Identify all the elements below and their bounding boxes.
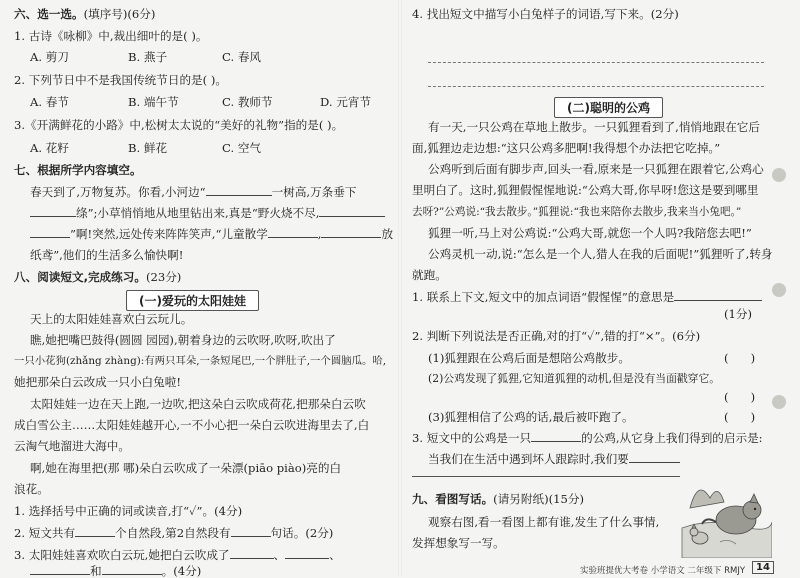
story-1-paragraph-3: 成白雪公主……太阳娃娃越开心,一不小心把一朵白云吹进海里去了,白 [14,418,370,432]
answer-blank[interactable] [30,227,70,238]
judge-answer-box[interactable]: ( ) [724,351,756,365]
writing-prompt: 观察右图,看一看图上都有谁,发生了什么事情, [428,515,660,529]
answer-blank[interactable] [206,185,272,196]
story-2-line: 面,狐狸边走边想:“这只公鸡多肥啊!我得想个办法把它吃掉。” [412,141,721,155]
story-1-paragraph-3: 云淘气地溜进大海中。 [14,439,130,453]
story-2-exercise-3: 3. 短文中的公鸡是一只 的公鸡,从它身上我们得到的启示是: [412,431,763,445]
story-1-paragraph-3: 太阳娃娃一边在天上跑,一边吹,把这朵白云吹成荷花,把那朵白云吹 [30,397,366,411]
left-column [0,0,396,577]
q1-option-c: C. 春风 [222,50,262,64]
answer-line[interactable] [428,62,764,63]
story-1-paragraph-4: 浪花。 [14,482,49,496]
fill-line-1: 春天到了,万物复苏。你看,小河边“ 一树高,万条垂下 [30,185,357,199]
page-fold [398,0,402,577]
margin-marker [772,395,786,409]
story-1-paragraph-2: 一只小花狗(zhǎng zhàng):有两只耳朵,一条短尾巴,一个胖肚子,一个圆脑瓜。哈, [14,355,387,367]
story-2-title: (二)聪明的公鸡 [554,97,663,118]
q2-option-a: A. 春节 [30,95,69,109]
answer-blank[interactable] [30,206,76,217]
story-1-paragraph-4: 啊,她在海里把(那 哪)朵白云吹成了一朵漂(piāo piào)亮的白 [30,461,342,475]
judge-statement-2: (2)公鸡发现了狐狸,它知道狐狸的动机,但是没有当面戳穿它。 [428,372,721,385]
answer-blank[interactable] [319,206,385,217]
exercise-3-cont: 和 。(4分) [30,564,201,578]
q3-option-b: B. 鲜花 [128,141,168,155]
q1-option-b: B. 燕子 [128,50,168,64]
answer-blank[interactable] [674,290,762,301]
story-2-exercise-3-cont: 当我们在生活中遇到坏人跟踪时,我们要 [428,452,729,466]
section-7-heading: 七、根据所学内容填空。 [14,163,142,177]
story-2-exercise-2: 2. 判断下列说法是否正确,对的打“✓”,错的打“×”。(6分) [412,329,701,343]
story-2-exercise-1: 1. 联系上下文,短文中的加点词语“假惺惺”的意思是 [412,290,762,304]
exercise-2: 2. 短文共有 个自然段,第2自然段有 句话。(2分) [14,526,334,540]
section-6-heading: 六、选一选。(填序号)(6分) [14,7,156,21]
exercise-1: 1. 选择括号中正确的词或读音,打“✓”。(4分) [14,504,243,518]
answer-blank[interactable] [321,227,381,238]
answer-blank[interactable] [285,548,329,559]
section-9-heading: 九、看图写话。(请另附纸)(15分) [412,492,584,506]
judge-answer-box[interactable]: ( ) [724,410,756,424]
fill-line-2: 绦”;小草悄悄地从地里钻出来,真是“野火烧不尽, [30,206,385,220]
q2-option-d: D. 元宵节 [320,95,372,109]
answer-blank[interactable] [531,431,581,442]
question-4: 4. 找出短文中描写小白兔样子的词语,写下来。(2分) [412,7,679,21]
story-2-line: 去呀?”公鸡说:“我去散步。”狐狸说:“我也来陪你去散步,我来当小兔吧。” [412,206,742,218]
q3-option-a: A. 花籽 [30,141,69,155]
story-2-line: 狐狸一听,马上对公鸡说:“公鸡大哥,就您一个人吗?我陪您去吧!” [428,226,752,240]
judge-statement-3: (3)狐狸相信了公鸡的话,最后被吓跑了。 [428,410,634,424]
fox-rooster-illustration [680,458,772,558]
answer-blank[interactable] [230,548,274,559]
exercise-3: 3. 太阳娃娃喜欢吹白云玩,她把白云吹成了 、 、 [14,548,341,562]
fill-line-3: ”啊!突然,远处传来阵阵笑声,“儿童散学 , 放 [30,227,393,241]
story-2-line: 有一天,一只公鸡在草地上散步。一只狐狸看到了,悄悄地跟在它后 [428,120,760,134]
q3-option-c: C. 空气 [222,141,262,155]
section-8-heading: 八、阅读短文,完成练习。(23分) [14,270,182,284]
margin-marker [772,283,786,297]
question-2: 2. 下列节日中不是我国传统节日的是( )。 [14,73,227,87]
story-1-paragraph-1: 天上的太阳娃娃喜欢白云玩儿。 [30,312,193,326]
judge-statement-1: (1)狐狸跟在公鸡后面是想陪公鸡散步。 [428,351,630,365]
story-2-line: 公鸡灵机一动,说:“怎么是一个人,猎人在我的后面呢!”狐狸听了,转身 [428,247,773,261]
book-footer: 实验班提优大考卷 小学语文 二年级下 RMJY [580,566,746,576]
exercise-1-score: (1分) [724,307,753,321]
writing-prompt: 发挥想象写一写。 [412,536,505,550]
answer-blank[interactable] [102,564,162,575]
story-2-line: 公鸡听到后面有脚步声,回头一看,原来是一只狐狸在跟着它,公鸡心 [428,162,764,176]
story-2-line: 就跑。 [412,268,447,282]
fill-line-4: 纸鸢”,他们的生活多么愉快啊! [30,248,184,262]
question-1: 1. 古诗《咏柳》中,裁出细叶的是( )。 [14,29,208,43]
story-1-paragraph-2: 她把那朵白云改成一只小白兔啦! [14,375,181,389]
question-3: 3.《开满鲜花的小路》中,松树太太说的“美好的礼物”指的是( )。 [14,118,344,132]
story-1-title: (一)爱玩的太阳娃娃 [126,290,259,311]
answer-blank[interactable] [75,526,115,537]
q1-option-a: A. 剪刀 [30,50,69,64]
page-number: 14 [752,561,774,574]
answer-blank[interactable] [231,526,271,537]
story-2-line: 里明白了。这时,狐狸假惺惺地说:“公鸡大哥,你早呀!您这是要到哪里 [412,183,759,197]
answer-line[interactable] [428,86,764,87]
q2-option-b: B. 端午节 [128,95,179,109]
margin-marker [772,168,786,182]
judge-answer-box[interactable]: ( ) [724,390,756,404]
answer-blank[interactable] [30,564,90,575]
q2-option-c: C. 教师节 [222,95,273,109]
answer-blank[interactable] [268,227,318,238]
story-1-paragraph-2: 瞧,她把嘴巴鼓得(圆圆 园园),朝着身边的云吹呀,吹呀,吹出了 [30,333,336,347]
answer-line[interactable] [412,476,712,477]
